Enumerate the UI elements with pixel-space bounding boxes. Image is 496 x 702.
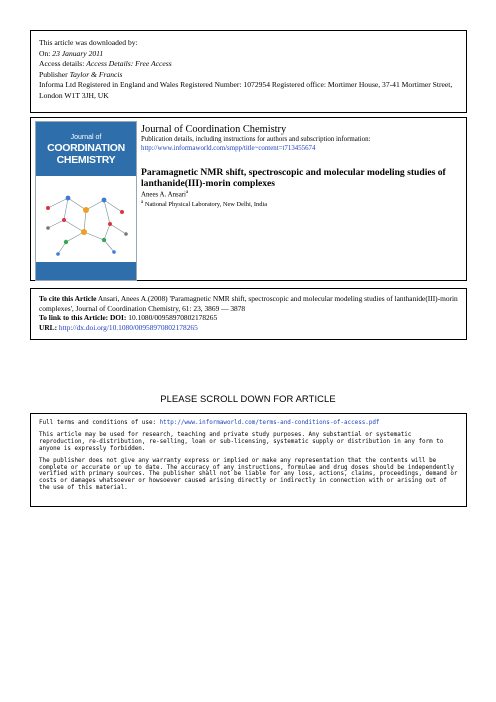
article-author [141,190,188,198]
journal-title: Journal of Coordination Chemistry [141,124,287,135]
access-details-line [39,59,458,70]
terms-paragraph-disclaimer: The publisher does not give any warranty express or implied or make any representation that the contents will be complete or accurate or up to date. The accuracy of any instructions, formulae and drug doses should be independently verified with primary sources. The publisher shall not be liable for any loss, actions, claims, proceedings, demand or costs or damages whatsoever or howsoever caused arising directly or indirectly in connection with or arising out of the use of this material. [39,457,458,492]
cover-publisher-band [36,262,136,280]
download-date-line [39,49,458,60]
cite-text: Ansari, Anees A.(2008) 'Paramagnetic NMR shift, spectroscopic and molecular modeling studies of lanthanide(III)-morin complexes', Journal of Coordination Chemistry, 61: 23, 3869 — 3878 [39,294,458,313]
cite-label: To cite this Article [39,294,97,303]
author-name: Anees A. Ansari [141,191,186,199]
access-details-value: Access Details: Free Access [86,59,172,69]
registered-office-text: Informa Ltd Registered in England and Wales Registered Number: 1072954 Registered office: Mortimer House, 37-41 Mortimer Street, London W1T 3JH, UK [39,80,453,100]
url-line [39,323,458,333]
publisher-value: Taylor & Francis [69,69,123,79]
journal-url-link[interactable]: http://www.informaworld.com/smpp/title~content=t713455674 [141,144,316,152]
terms-line [39,420,458,427]
downloaded-by-line: This article was downloaded by: [39,38,138,47]
doi-label: To link to this Article: DOI: [39,313,127,323]
article-url-link[interactable]: http://dx.doi.org/10.1080/00958970802178265 [57,322,198,332]
publisher-line [39,70,458,81]
author-superscript: a [185,190,189,195]
terms-label: Full terms and conditions of use: [39,420,160,426]
terms-box [30,413,467,507]
molecule-illustration [38,178,134,260]
affiliation-superscript: a [141,200,144,205]
access-details-label: Access details: [39,59,87,69]
journal-info-text: Publication details, including instructions for authors and subscription information: [141,136,371,143]
url-label: URL: [39,322,58,332]
article-title: Paramagnetic NMR shift, spectroscopic and molecular modeling studies of lanthanide(III)-morin complexes [141,167,446,190]
article-affiliation [141,200,267,208]
download-date-label: On: [39,48,53,58]
publisher-label: Publisher [39,69,70,79]
terms-url-link[interactable]: http://www.informaworld.com/terms-and-conditions-of-access.pdf [159,420,380,426]
affiliation-text: National Physical Laboratory, New Delhi, India [143,201,268,209]
download-date-value: 23 January 2011 [52,48,104,58]
cover-journal-of: Journal of [70,134,102,141]
cover-chemistry: CHEMISTRY [56,154,116,166]
download-details-box [30,30,467,113]
journal-details [141,136,370,153]
cite-paragraph [39,294,458,313]
doi-value: 10.1080/00958970802178265 [126,313,218,323]
journal-cover-image[interactable] [35,121,137,281]
cover-coordination: COORDINATION [47,142,125,154]
doi-line [39,313,458,323]
citation-box [30,288,467,340]
scroll-notice: PLEASE SCROLL DOWN FOR ARTICLE [160,393,336,404]
terms-paragraph-usage: This article may be used for research, teaching and private study purposes. Any substantial or systematic reproduction, re-distribution, re-selling, loan or sub-licensing, systematic supply or distribution in any form to anyone is expressly forbidden. [39,431,444,452]
